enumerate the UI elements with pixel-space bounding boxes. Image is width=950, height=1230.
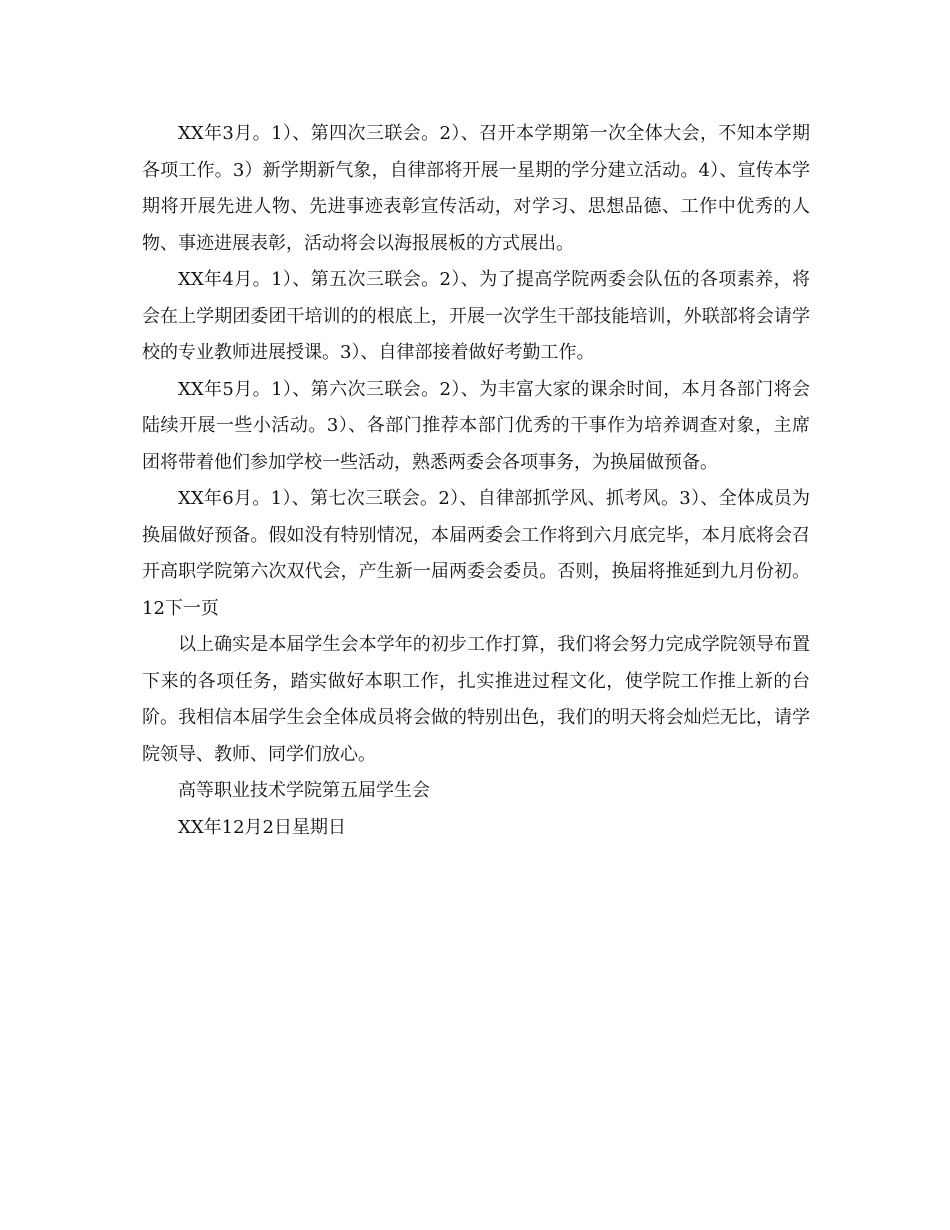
document-body	[142, 116, 810, 846]
signature-organization: 高等职业技术学院第五届学生会	[178, 780, 430, 801]
paragraph-march-plan: XX年3月。1）、第四次三联会。2）、召开本学期第一次全体大会，不知本学期各项工作。3）新学期新气象，自律部将开展一星期的学分建立活动。4）、宣传本学期将开展先进人物、先进事迹表彰宣传活动，对学习、思想品德、工作中优秀的人物、事迹进展表彰，活动将会以海报展板的方式展出。	[142, 123, 810, 254]
paragraph-may-plan: XX年5月。1）、第六次三联会。2）、为丰富大家的课余时间，本月各部门将会陆续开展一些小活动。3）、各部门推荐本部门优秀的干事作为培养调查对象，主席团将带着他们参加学校一些活动，熟悉两委会各项事务，为换届做预备。	[142, 378, 810, 473]
paragraph-april-plan: XX年4月。1）、第五次三联会。2）、为了提高学院两委会队伍的各项素养，将会在上学期团委团干培训的的根底上，开展一次学生干部技能培训，外联部将会请学校的专业教师进展授课。3）、自律部接着做好考勤工作。	[142, 269, 810, 363]
paragraph-conclusion: 以上确实是本届学生会本学年的初步工作打算，我们将会努力完成学院领导布置下来的各项任务，踏实做好本职工作，扎实推进过程文化，使学院工作推上新的台阶。我相信本届学生会全体成员将会做的特别出色，我们的明天将会灿烂无比，请学院领导、教师、同学们放心。	[142, 634, 810, 765]
paragraph-june-plan: XX年6月。1）、第七次三联会。2）、自律部抓学风、抓考风。3）、全体成员为换届做好预备。假如没有特别情况，本届两委会工作将到六月底完毕，本月底将会召开高职学院第六次双代会，产生新一届两委会委员。否则，换届将推延到九月份初。12下一页	[142, 488, 810, 619]
signature-date: XX年12月2日星期日	[178, 816, 346, 838]
